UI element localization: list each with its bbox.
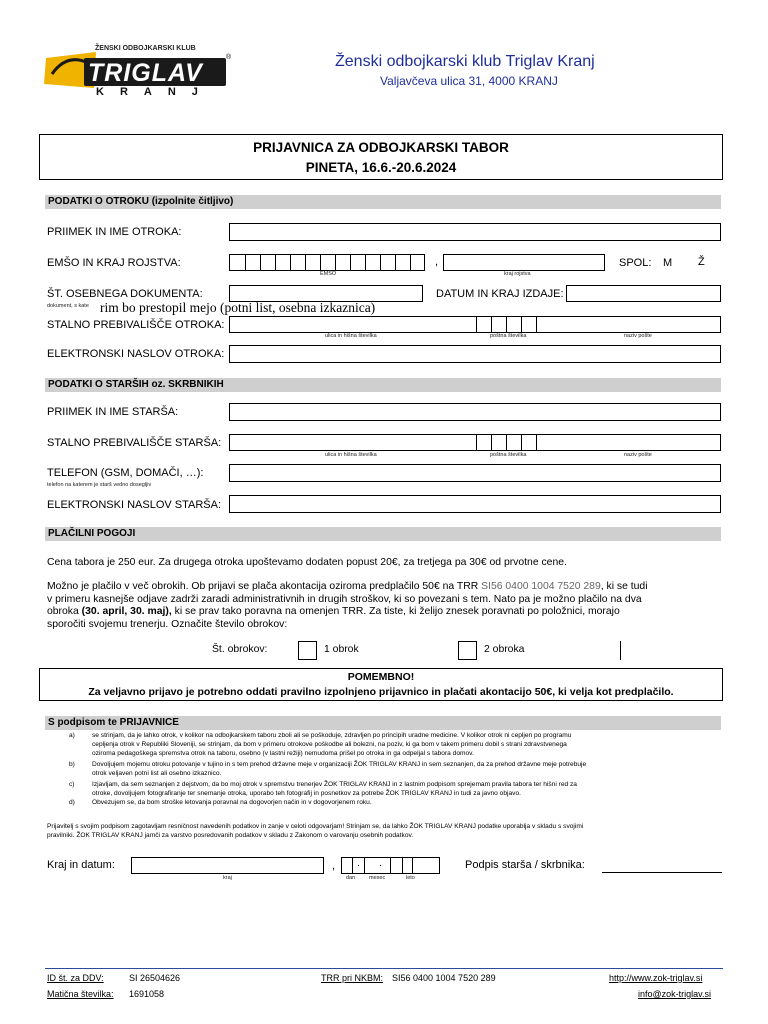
child-birthplace-field[interactable]	[443, 254, 605, 271]
emso-sub: EMŠO	[320, 271, 337, 277]
date-field[interactable]	[341, 857, 440, 874]
parent-phone-label: TELEFON (GSM, DOMAČI, …):	[47, 467, 204, 479]
reg-value: 1691058	[129, 989, 165, 999]
consent-b-line1: Dovoljujem mojemu otroku potovanje v tujino in s tem prehod državne meje v organizaciji ŽOK TRIGLAV KRANJ in sem seznanjen, da za prehod državne meje potrebuje	[92, 761, 587, 768]
form-title-box	[39, 134, 723, 180]
vat-value: SI 26504626	[129, 973, 181, 983]
installment-2-label: 2 obroka	[484, 644, 525, 655]
logo-reg-mark: ®	[226, 54, 232, 61]
form-subtitle: PINETA, 16.6.-20.6.2024	[305, 160, 457, 175]
payment-line1b: , ki se tudi	[600, 581, 648, 592]
consent-statement-line2: pravilniki. ŽOK TRIGLAV KRANJ jamči za varstvo posredovanih podatkov v skladu z Zakonom o varovanju osebnih podatkov.	[47, 832, 414, 839]
payment-dates: (30. april, 30. maj),	[81, 606, 172, 617]
parent-address-street-sub: ulica in hišna številka	[325, 452, 377, 458]
gender-m-option[interactable]: M	[663, 257, 673, 269]
payment-trr: SI56 0400 1004 7520 289	[481, 581, 601, 592]
consent-statement	[47, 822, 727, 840]
parent-name-label: PRIIMEK IN IME STARŠA:	[47, 406, 179, 418]
logo-bottom-text: KRANJ	[96, 86, 214, 98]
child-address-label: STALNO PREBIVALIŠČE OTROKA:	[47, 319, 225, 331]
club-name: Ženski odbojkarski klub Triglav Kranj	[335, 53, 595, 70]
emso-comma: ,	[435, 256, 439, 268]
child-address-street-sub: ulica in hišna številka	[325, 333, 377, 339]
consent-letter-b: b)	[69, 761, 75, 768]
payment-line3a: obroka	[47, 606, 82, 617]
date-dot-2: .	[379, 858, 382, 869]
consent-item-c	[69, 780, 724, 798]
consent-list	[69, 731, 724, 807]
section-child: PODATKI O OTROKU (izpolnite čitljivo)	[45, 195, 721, 209]
consent-a-line2: cepljenja otrok v Republiki Sloveniji, se strinjam, da bom v primeru otrokove poškodbe ali bolezni, na poziv, ki ga bom v takem primeru dobil s strani zdravstvenega	[92, 741, 567, 748]
consent-a-line3: oziroma pedagoškega spremstva otrok na taboru, osebno (v lastni režiji) nemudoma prišel po otroka in ga odpeljal s tabora domov.	[92, 750, 474, 757]
doc-date-label: DATUM IN KRAJ IZDAJE:	[436, 288, 564, 300]
sub-year: leto	[406, 875, 415, 881]
child-emso-label: EMŠO IN KRAJ ROJSTVA:	[47, 257, 181, 269]
club-logo	[44, 44, 234, 100]
logo-top-text: ŽENSKI ODBOJKARSKI KLUB	[95, 45, 196, 52]
trr-value: SI56 0400 1004 7520 289	[392, 973, 496, 983]
place-comma: ,	[332, 860, 336, 872]
logo-main-text: TRIGLAV	[88, 59, 203, 87]
payment-price-text: Cena tabora je 250 eur. Za drugega otroka upoštevamo dodaten popust 20€, za tretjega pa 30€ od prvotne cene.	[47, 557, 567, 568]
consent-item-d	[69, 798, 724, 807]
important-title: POMEMBNO!	[347, 671, 415, 683]
consent-c-line1: Izjavljam, da sem seznanjen z dejstvom, da bo moj otrok v spremstvu trenerjev ŽOK TRIGLAV KRANJ in z lastnim podpisom sprejemam pravila tabora ter hišni red za	[92, 781, 577, 788]
consent-statement-line1: Prijavitelj s svojim podpisom zagotavljam resničnost navedenih podatkov in zanje v celoti odgovarjam! Strinjam se, da lahko ŽOK TRIGLAV KRANJ podatke uporablja v skladu s svojimi	[47, 823, 584, 830]
gender-z-option[interactable]: Ž	[698, 256, 705, 268]
installment-divider	[620, 641, 621, 660]
signature-line[interactable]	[602, 872, 722, 873]
birthplace-sub: kraj rojstva	[504, 271, 531, 277]
place-date-label: Kraj in datum:	[47, 859, 115, 871]
sub-month: mesec	[369, 875, 386, 881]
important-box	[39, 668, 723, 701]
consent-b-line2: otrok veljaven potni list ali osebno izkaznico.	[92, 770, 222, 777]
parent-address-field[interactable]	[229, 434, 721, 451]
trr-label: TRR pri NKBM:	[321, 973, 384, 983]
parent-phone-sub: telefon na katerem je starš vedno dosegljiv	[47, 482, 152, 488]
payment-line2: v primeru kasnejše odjave zadrži zaradi administrativnih in drugih stroškov, ki so povezani s tem. Nato pa je možno plačilo na dva	[47, 593, 642, 605]
child-email-field[interactable]	[229, 345, 721, 363]
parent-phone-field[interactable]	[229, 464, 721, 482]
form-title: PRIJAVNICA ZA ODBOJKARSKI TABOR	[253, 140, 509, 155]
consent-d-line1: Obvezujem se, da bom stroške letovanja poravnal na dogovorjen način in v dogovorjenem roku.	[92, 799, 372, 806]
signature-label: Podpis starša / skrbnika:	[465, 859, 585, 871]
installment-count-label: Št. obrokov:	[212, 644, 268, 655]
consent-letter-d: d)	[69, 799, 75, 806]
payment-line1: Možno je plačilo v več obrokih. Ob prijavi se plača akontacija oziroma predplačilo 50€ na TRR	[47, 581, 482, 592]
footer-divider	[45, 968, 723, 969]
consent-c-line2: otroke, dovoljujem fotografiranje ter snemanje otroka, uporabo teh fotografij in posnetkov za potrebe ŽOK TRIGLAV KRANJ in tudi za javno objavo.	[92, 790, 521, 797]
section-signature: S podpisom te PRIJAVNICE	[45, 716, 721, 730]
sub-place: kraj	[223, 875, 232, 881]
consent-letter-a: a)	[69, 732, 75, 739]
child-doc-label: ŠT. OSEBNEGA DOKUMENTA:	[47, 288, 203, 300]
doc-handwritten-note: rim bo prestopil mejo (potni list, osebna izkaznica)	[100, 300, 376, 315]
vat-label: ID št. za DDV:	[47, 973, 104, 983]
child-address-field[interactable]	[229, 316, 721, 333]
payment-line3c: ki se prav tako poravna na omenjen TRR. Za tiste, ki želijo znesek poravnati po položnici, morajo	[171, 606, 620, 617]
section-parent: PODATKI O STARŠIH oz. SKRBNIKIH	[45, 378, 721, 392]
child-address-city-sub: naziv pošte	[624, 333, 652, 339]
child-emso-field[interactable]	[229, 254, 425, 271]
important-text: Za veljavno prijavo je potrebno oddati pravilno izpolnjeno prijavnico in plačati akontacijo 50€, ki velja kot predplačilo.	[88, 686, 674, 698]
parent-address-city-sub: naziv pošte	[624, 452, 652, 458]
payment-line4: sporočiti svojemu trenerju. Označite število obrokov:	[47, 618, 288, 630]
email-link[interactable]: info@zok-triglav.si	[638, 989, 711, 999]
date-dot-1: .	[357, 858, 360, 869]
child-name-label: PRIIMEK IN IME OTROKA:	[47, 226, 182, 238]
doc-sub: dokument, s kate	[47, 303, 89, 309]
reg-label: Matična številka:	[47, 989, 114, 999]
consent-a-line1: se strinjam, da je lahko otrok, v kolikor na odbojkarskem taboru zboli ali se poškoduje, zdravljen po principih uradne medicine. V kolikor otrok ni cepljen po programu	[92, 732, 572, 739]
section-payment: PLAČILNI POGOJI	[45, 527, 721, 541]
place-field[interactable]	[131, 857, 324, 874]
website-link[interactable]: http://www.zok-triglav.si	[609, 973, 703, 983]
parent-address-label: STALNO PREBIVALIŠČE STARŠA:	[47, 437, 222, 449]
child-name-field[interactable]	[229, 223, 721, 241]
child-email-label: ELEKTRONSKI NASLOV OTROKA:	[47, 348, 225, 360]
consent-item-a	[69, 731, 724, 758]
parent-email-label: ELEKTRONSKI NASLOV STARŠA:	[47, 499, 222, 511]
installment-2-checkbox[interactable]	[458, 641, 477, 660]
parent-address-post-sub: poštna številka	[490, 452, 527, 458]
gender-label: SPOL:	[619, 257, 652, 269]
child-address-post-sub: poštna številka	[490, 333, 527, 339]
payment-installments-text	[47, 581, 727, 631]
installment-1-label: 1 obrok	[324, 644, 359, 655]
installment-1-checkbox[interactable]	[298, 641, 317, 660]
club-address: Valjavčeva ulica 31, 4000 KRANJ	[380, 74, 558, 88]
consent-letter-c: c)	[69, 781, 75, 788]
parent-name-field[interactable]	[229, 403, 721, 421]
parent-email-field[interactable]	[229, 495, 721, 513]
doc-date-field[interactable]	[566, 285, 721, 302]
sub-day: dan	[346, 875, 356, 881]
consent-item-b	[69, 760, 724, 778]
